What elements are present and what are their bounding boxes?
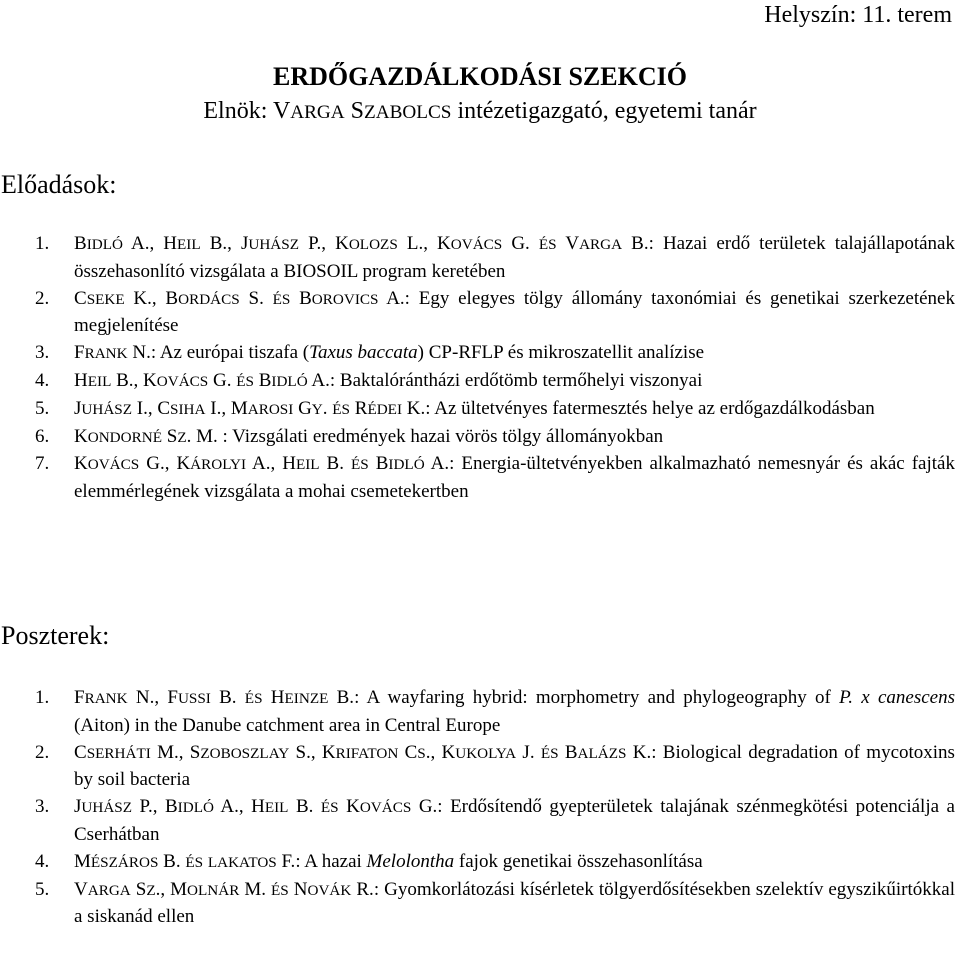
- title-part: Melolontha: [366, 850, 455, 872]
- chair-name-part: ARGA: [290, 102, 345, 123]
- author-part: ., M: [155, 878, 188, 900]
- presentation-item: [35, 368, 955, 396]
- author-part: B., J: [200, 233, 249, 254]
- author-part: M., S: [150, 741, 201, 763]
- title-part: : Erdősítendő gyepterületek talajának szénmegkötési potenciálja a Cserhátban: [74, 796, 955, 845]
- chair-name-part: S: [344, 98, 365, 124]
- chair-name-part: ZABOLCS: [364, 102, 452, 123]
- title-part: Taxus baccata: [309, 342, 418, 364]
- item-authors: [74, 796, 437, 817]
- author-part: RANK: [84, 690, 128, 707]
- author-part: G., K: [139, 453, 191, 475]
- author-part: LAKATOS: [207, 853, 277, 871]
- item-number: 7.: [35, 453, 50, 475]
- item-number: 5.: [35, 878, 50, 900]
- author-part: ÉS: [272, 290, 291, 308]
- author-part: SIHA: [170, 400, 206, 418]
- author-part: N.: [127, 342, 151, 364]
- item-number: 5.: [35, 397, 50, 419]
- author-part: K: [74, 453, 88, 475]
- author-part: OVÁCS: [450, 236, 503, 253]
- author-part: N., F: [127, 687, 178, 708]
- author-part: F: [74, 342, 85, 364]
- author-part: ÉS: [332, 400, 350, 418]
- author-part: B: [74, 233, 87, 254]
- author-part: G.: [208, 369, 237, 391]
- author-part: J: [74, 397, 82, 419]
- item-number: 2.: [35, 287, 50, 309]
- author-part: Z: [146, 881, 156, 899]
- author-part: IDLÓ: [271, 372, 308, 390]
- presentation-item: [35, 451, 955, 506]
- author-part: AROSI: [247, 400, 294, 418]
- author-part: B: [368, 453, 389, 475]
- author-part: ONDORNÉ: [87, 428, 162, 446]
- author-part: . M.: [186, 425, 218, 447]
- author-part: J.: [516, 741, 541, 763]
- author-part: G: [293, 397, 312, 419]
- author-part: K., B: [124, 287, 179, 309]
- author-part: V: [74, 878, 88, 900]
- presentations-list: [35, 231, 955, 506]
- author-part: G.: [411, 796, 438, 818]
- chair-name: [273, 98, 452, 124]
- item-number: 3.: [35, 796, 50, 818]
- poster-item: [35, 740, 955, 795]
- title-part: (Aiton) in the Danube catchment area in Central Europe: [74, 714, 501, 736]
- title-part: : Az ültetvényes fatermesztés helye az erdőgazdálkodásban: [425, 397, 875, 419]
- title-part: : Baktalórántházi erdőtömb termőhelyi viszonyai: [329, 369, 703, 391]
- title-part: : Az európai tiszafa (: [150, 342, 310, 364]
- author-part: RIFATON: [335, 744, 399, 762]
- title-part: ) CP-RFLP és mikroszatellit analízise: [417, 342, 705, 364]
- presentation-item: [35, 286, 955, 341]
- section-title: ERDŐGAZDÁLKODÁSI SZEKCIÓ: [273, 62, 687, 91]
- title-part: : Vizsgálati eredmények hazai vörös tölgy állományokban: [217, 425, 664, 447]
- author-part: Y: [311, 400, 323, 418]
- title-part: : A wayfaring hybrid: morphometry and phylogeography of: [354, 687, 840, 708]
- author-part: A.: [424, 453, 450, 475]
- chair-prefix: Elnök:: [203, 98, 273, 124]
- title-part: : Gyomkorlátozási kísérletek tölgyerdősítésekben szelektív egyszikűirtókkal a siskanád ellen: [74, 878, 955, 928]
- author-part: UHÁSZ: [81, 400, 133, 418]
- author-part: ÉSZÁROS: [90, 853, 159, 871]
- title-part: : Energia-ültetvényekben alkalmazható nemesnyár és akác fajták elemmérlegének vizsgálata a mohai csemetekertben: [74, 453, 955, 503]
- author-part: R: [350, 397, 368, 419]
- item-title: [295, 851, 702, 872]
- author-part: B: [253, 369, 272, 391]
- item-number: 4.: [35, 850, 50, 872]
- author-part: ÉS: [236, 372, 254, 390]
- author-part: OVÁCS: [156, 372, 209, 390]
- item-number: 4.: [35, 369, 50, 391]
- author-part: M: [74, 850, 91, 872]
- title-part: : Hazai erdő területek talajállapotának összehasonlító vizsgálata a BIOSOIL program keretében: [74, 233, 955, 282]
- author-part: C: [74, 741, 87, 763]
- author-part: B., K: [111, 369, 157, 391]
- author-part: B.: [210, 687, 245, 708]
- author-part: B.: [288, 796, 321, 818]
- author-part: P., B: [132, 796, 178, 818]
- author-part: F.: [276, 850, 296, 872]
- author-part: IDLÓ: [388, 456, 425, 474]
- chair-suffix: intézetigazgató, egyetemi tanár: [451, 98, 757, 124]
- author-part: OVÁCS: [359, 799, 412, 817]
- title-part: : Biological degradation of mycotoxins by soil bacteria: [74, 741, 955, 791]
- item-authors: [74, 453, 449, 474]
- author-part: ÉDEI: [367, 400, 403, 418]
- author-part: C: [74, 287, 87, 309]
- author-part: ZOBOSZLAY: [200, 744, 290, 762]
- author-part: B.: [622, 233, 649, 254]
- title-part: : Egy elegyes tölgy állomány taxonómiai és genetikai szerkezetének megjelenítése: [74, 287, 955, 337]
- presentation-item: [35, 340, 955, 368]
- item-authors: [74, 342, 151, 363]
- author-part: F: [74, 687, 85, 708]
- author-part: B: [558, 741, 578, 763]
- author-part: USSI: [177, 690, 211, 707]
- author-part: A.: [307, 369, 330, 391]
- author-part: M.: [239, 878, 272, 900]
- author-part: P., K: [299, 233, 349, 254]
- author-part: EIL: [177, 236, 201, 253]
- author-part: OVÁCS: [87, 456, 140, 474]
- author-part: ÉS: [271, 881, 289, 899]
- author-part: V: [556, 233, 580, 254]
- poster-item: [35, 794, 955, 849]
- item-number: 3.: [35, 342, 50, 364]
- poster-item: [35, 849, 955, 877]
- presentation-item: [35, 396, 955, 424]
- location-label: Helyszín: 11. terem: [764, 2, 952, 28]
- author-part: UHÁSZ: [248, 236, 299, 253]
- item-authors: [74, 742, 651, 763]
- title-part: : A hazai: [295, 850, 367, 872]
- author-part: K.: [402, 397, 426, 419]
- author-part: S: [417, 744, 426, 762]
- item-authors: [74, 687, 354, 708]
- author-part: UKOLYA: [455, 744, 517, 762]
- author-part: S., K: [289, 741, 336, 763]
- author-part: EIL: [87, 372, 112, 390]
- author-part: OVÁK: [307, 881, 352, 899]
- chair-line: [0, 96, 960, 128]
- author-part: ÁROLYI: [190, 456, 247, 474]
- item-number: 6.: [35, 425, 50, 447]
- author-part: A., H: [213, 796, 265, 818]
- author-part: A., H: [122, 233, 178, 254]
- author-part: EINZE: [284, 690, 329, 707]
- author-part: ., K: [425, 741, 456, 763]
- item-number: 1.: [35, 233, 50, 254]
- author-part: H: [262, 687, 285, 708]
- author-part: .: [322, 397, 333, 419]
- item-number: 1.: [35, 687, 50, 708]
- item-title: [151, 342, 704, 363]
- author-part: S: [130, 878, 147, 900]
- item-authors: [74, 370, 330, 391]
- item-authors: [74, 398, 425, 419]
- item-title: [330, 370, 703, 391]
- author-part: B.: [328, 687, 355, 708]
- author-part: ÉS: [320, 799, 339, 817]
- poster-item: [35, 685, 955, 740]
- presentation-item: [35, 231, 955, 286]
- title-part: fajok genetikai összehasonlítása: [454, 850, 703, 872]
- author-part: B.: [319, 453, 351, 475]
- item-authors: [74, 879, 374, 900]
- author-part: RANK: [84, 345, 128, 363]
- presentation-item: [35, 424, 955, 452]
- author-part: R.: [351, 878, 374, 900]
- title-part: P. x canescens: [839, 687, 955, 708]
- author-part: SEKE: [86, 290, 125, 308]
- author-part: A., H: [246, 453, 296, 475]
- chair-name-part: V: [272, 98, 291, 124]
- author-part: IDLÓ: [86, 236, 123, 253]
- author-part: OLNÁR: [187, 881, 240, 899]
- author-part: ARGA: [579, 236, 623, 253]
- author-part: ALÁZS: [577, 744, 627, 762]
- item-title: [425, 398, 874, 419]
- author-part: N: [288, 878, 308, 900]
- author-part: SERHÁTI: [86, 744, 151, 762]
- author-part: UHÁSZ: [81, 799, 133, 817]
- author-part: ORDÁCS: [178, 290, 240, 308]
- author-part: K.: [626, 741, 652, 763]
- author-part: ÉS: [538, 236, 557, 253]
- author-part: K: [74, 425, 88, 447]
- author-part: C: [398, 741, 418, 763]
- item-authors: [74, 426, 218, 447]
- author-part: G.: [502, 233, 539, 254]
- poster-item: [35, 877, 955, 932]
- author-part: ÉS: [244, 690, 263, 707]
- author-part: S.: [239, 287, 273, 309]
- author-part: A.: [378, 287, 405, 309]
- author-part: ARGA: [87, 881, 131, 899]
- item-authors: [74, 288, 405, 309]
- item-authors: [74, 851, 295, 872]
- author-part: OROVICS: [311, 290, 379, 308]
- author-part: EIL: [264, 799, 289, 817]
- item-title: [218, 426, 663, 447]
- presentations-heading: Előadások:: [1, 170, 117, 199]
- author-part: K: [338, 796, 360, 818]
- author-part: B.: [158, 850, 186, 872]
- author-part: ÉS: [185, 853, 204, 871]
- author-part: I., M: [205, 397, 248, 419]
- author-part: Z: [177, 428, 187, 446]
- author-part: IDLÓ: [177, 799, 214, 817]
- author-part: ÉS: [540, 744, 559, 762]
- posters-heading: Poszterek:: [1, 621, 110, 650]
- item-authors: [74, 233, 649, 254]
- author-part: EIL: [295, 456, 320, 474]
- author-part: H: [74, 369, 88, 391]
- item-number: 2.: [35, 741, 50, 763]
- author-part: S: [161, 425, 178, 447]
- author-part: I., C: [132, 397, 171, 419]
- author-part: L., K: [397, 233, 451, 254]
- author-part: ÉS: [350, 456, 369, 474]
- author-part: B: [290, 287, 312, 309]
- posters-list: [35, 685, 955, 931]
- author-part: J: [74, 796, 82, 818]
- author-part: OLOZS: [348, 236, 398, 253]
